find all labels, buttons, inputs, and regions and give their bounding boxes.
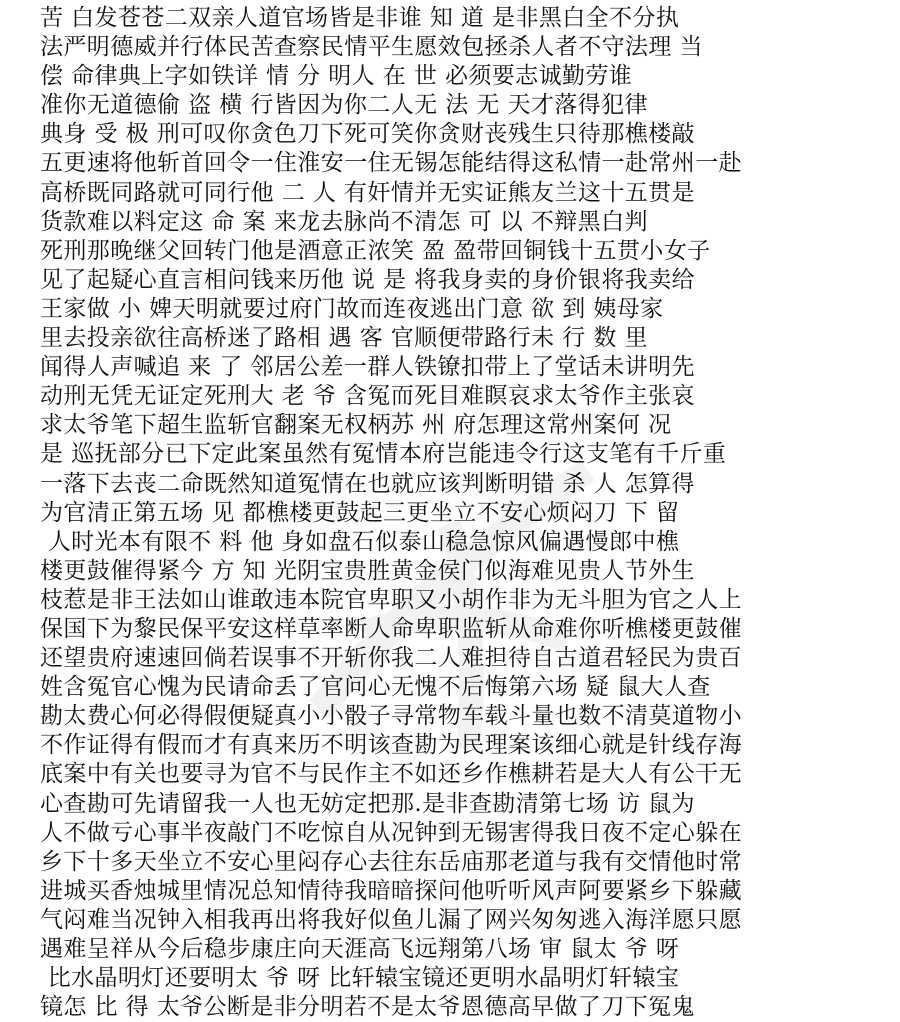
- text-line-20: 楼更鼓催得紧今 方 知 光阴宝贵胜黄金侯门似海难见贵人节外生: [40, 557, 695, 584]
- text-line-16: 是 巡抚部分已下定此案虽然有冤情本府岂能违令行这支笔有千斤重: [40, 441, 727, 468]
- text-line-8: 货款难以料定这 命 案 来龙去脉尚不清怎 可 以 不辩黑白判: [40, 208, 648, 235]
- text-line-10: 见了起疑心直言相问钱来历他 说 是 将我身卖的身价银将我卖给: [40, 266, 695, 293]
- text-line-21: 枝惹是非王法如山谁敢违本院官卑职又小胡作非为无斗胆为官之人上: [40, 586, 742, 613]
- text-line-28: 心查勘可先请留我一人也无妨定把那.是非查勘清第七场 访 鼠为: [40, 790, 695, 817]
- text-line-33: 遇难呈祥从今后稳步康庄向天涯高飞远翔第八场 审 鼠太 爷 呀: [40, 936, 680, 962]
- text-block: [40, 4, 900, 1022]
- text-line-22: 保国下为黎民保平安这样草率断人命卑职监斩从命难你听樵楼更鼓催: [40, 615, 742, 642]
- text-line-32: 气闷难当况钟入相我再出将我好似鱼儿漏了网兴匆匆逃入海洋愿只愿: [40, 906, 742, 933]
- text-line-15: 求太爷笔下超生监斩官翻案无权柄苏 州 府怎理这常州案何 况: [40, 412, 672, 439]
- text-line-19: 人时光本有限不 料 他 身如盘石似泰山稳急惊风偏遇慢郎中樵: [40, 528, 680, 555]
- text-line-25: 勘太费心何必得假便疑真小小骰子寻常物车载斗量也数不清莫道物小: [40, 703, 742, 730]
- text-line-12: 里去投亲欲往高桥迷了路相 遇 客 官顺便带路行未 行 数 里: [40, 325, 648, 352]
- text-line-6: 五更速将他斩首回令一住淮安一住无锡怎能结得这私情一赴常州一赴: [40, 150, 742, 177]
- text-line-1: 苦 白发苍苍二双亲人道官场皆是非谁 知 道 是非黑白全不分执: [40, 5, 680, 31]
- text-line-24: 姓含冤官心愧为民请命丢了官问心无愧不后悔第六场 疑 鼠大人查: [40, 674, 711, 701]
- text-line-5: 典身 受 极 刑可叹你贪色刀下死可笑你贪财丧残生只待那樵楼敲: [40, 121, 695, 148]
- text-line-31: 进城买香烛城里情况总知情待我暗暗探问他听听风声阿要紧乡下躲藏: [40, 877, 742, 904]
- text-line-14: 动刑无凭无证定死刑大 老 爷 含冤而死目难瞑哀求太爷作主张哀: [40, 383, 695, 410]
- text-line-11: 王家做 小 婢天明就要过府门故而连夜逃出门意 欲 到 姨母家: [40, 295, 664, 322]
- text-line-13: 闻得人声喊追 来 了 邻居公差一群人铁镣扣带上了堂话未讲明先: [40, 354, 695, 381]
- text-line-30: 乡下十多天坐立不安心里闷存心去往东岳庙那老道与我有交情他时常: [40, 848, 742, 875]
- text-line-4: 准你无道德偷 盗 横 行皆因为你二人无 法 无 天才落得犯律: [40, 92, 648, 119]
- text-line-26: 不作证得有假而才有真来历不明该查勘为民理案该细心就是针线存海: [40, 732, 742, 759]
- text-line-9: 死刑那晚继父回转门他是酒意正浓笑 盈 盈带回铜钱十五贯小女子: [40, 237, 711, 264]
- text-line-18: 为官清正第五场 见 都樵楼更鼓起三更坐立不安心烦闷刀 下 留: [40, 499, 680, 526]
- text-line-29: 人不做亏心事半夜敲门不吃惊自从况钟到无锡害得我日夜不定心躲在: [40, 819, 742, 846]
- text-line-2: 法严明德威并行体民苦查察民情平生愿效包拯杀人者不守法理 当: [40, 34, 703, 61]
- text-line-34: 比水晶明灯还要明太 爷 呀 比轩辕宝镜还更明水晶明灯轩辕宝: [40, 965, 680, 992]
- text-line-27: 底案中有关也要寻为官不与民作主不如还乡作樵耕若是大人有公干无: [40, 761, 742, 788]
- text-line-3: 偿 命律典上字如铁详 情 分 明人 在 世 必须要志诚勤劳谁: [40, 63, 633, 90]
- text-line-23: 还望贵府速速回倘若误事不开斩你我二人难担待自古道君轻民为贵百: [40, 645, 742, 672]
- text-line-7: 高桥既同路就可同行他 二 人 有奸情并无实证熊友兰这十五贯是: [40, 179, 695, 206]
- text-line-17: 一落下去丧二命既然知道冤情在也就应该判断明错 杀 人 怎算得: [40, 470, 695, 497]
- text-line-35: 镜怎 比 得 太爷公断是非分明若不是太爷恩德高早做了刀下冤鬼: [40, 994, 695, 1021]
